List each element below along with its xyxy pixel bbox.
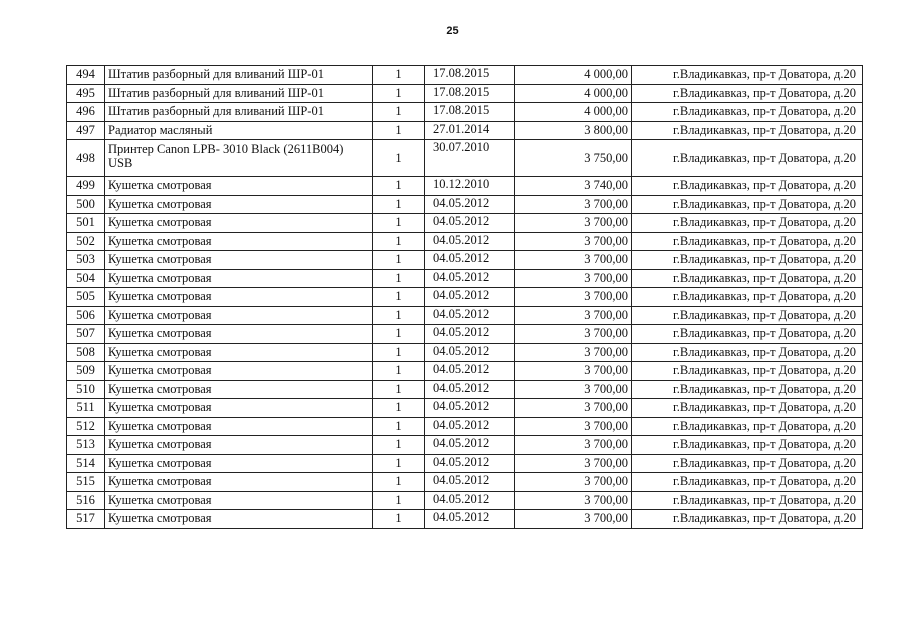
table-row — [67, 510, 863, 529]
table-row — [67, 140, 863, 177]
address-cell: г.Владикавказ, пр-т Доватора, д.20 — [632, 399, 863, 418]
table-row — [67, 306, 863, 325]
table-row — [67, 103, 863, 122]
table-row — [67, 362, 863, 381]
row-number-cell: 502 — [67, 232, 105, 251]
item-name-cell: Кушетка смотровая — [105, 232, 373, 251]
row-number-cell: 517 — [67, 510, 105, 529]
row-number-cell: 498 — [67, 140, 105, 177]
price-cell: 3 700,00 — [515, 417, 632, 436]
quantity-cell: 1 — [373, 288, 425, 307]
table-row — [67, 177, 863, 196]
date-cell: 04.05.2012 — [425, 343, 515, 362]
address-cell: г.Владикавказ, пр-т Доватора, д.20 — [632, 306, 863, 325]
item-name-cell: Кушетка смотровая — [105, 436, 373, 455]
row-number-cell: 510 — [67, 380, 105, 399]
item-name-cell: Кушетка смотровая — [105, 362, 373, 381]
date-cell: 04.05.2012 — [425, 325, 515, 344]
row-number-cell: 511 — [67, 399, 105, 418]
price-cell: 3 700,00 — [515, 380, 632, 399]
row-number-cell: 514 — [67, 454, 105, 473]
date-cell: 04.05.2012 — [425, 362, 515, 381]
date-cell: 04.05.2012 — [425, 417, 515, 436]
row-number-cell: 516 — [67, 491, 105, 510]
address-cell: г.Владикавказ, пр-т Доватора, д.20 — [632, 343, 863, 362]
item-name-cell: Кушетка смотровая — [105, 214, 373, 233]
price-cell: 3 700,00 — [515, 454, 632, 473]
date-cell: 04.05.2012 — [425, 454, 515, 473]
price-cell: 3 700,00 — [515, 473, 632, 492]
row-number-cell: 500 — [67, 195, 105, 214]
price-cell: 3 700,00 — [515, 510, 632, 529]
address-cell: г.Владикавказ, пр-т Доватора, д.20 — [632, 417, 863, 436]
price-cell: 4 000,00 — [515, 84, 632, 103]
table-row — [67, 325, 863, 344]
table-row — [67, 473, 863, 492]
quantity-cell: 1 — [373, 454, 425, 473]
row-number-cell: 496 — [67, 103, 105, 122]
item-name-cell: Кушетка смотровая — [105, 269, 373, 288]
date-cell: 04.05.2012 — [425, 251, 515, 270]
date-cell: 04.05.2012 — [425, 306, 515, 325]
row-number-cell: 506 — [67, 306, 105, 325]
price-cell: 3 700,00 — [515, 288, 632, 307]
price-cell: 3 700,00 — [515, 195, 632, 214]
address-cell: г.Владикавказ, пр-т Доватора, д.20 — [632, 269, 863, 288]
row-number-cell: 512 — [67, 417, 105, 436]
quantity-cell: 1 — [373, 436, 425, 455]
quantity-cell: 1 — [373, 251, 425, 270]
address-cell: г.Владикавказ, пр-т Доватора, д.20 — [632, 177, 863, 196]
item-name-cell: Кушетка смотровая — [105, 510, 373, 529]
item-name-cell: Кушетка смотровая — [105, 325, 373, 344]
table-row — [67, 491, 863, 510]
address-cell: г.Владикавказ, пр-т Доватора, д.20 — [632, 195, 863, 214]
date-cell: 17.08.2015 — [425, 66, 515, 85]
address-cell: г.Владикавказ, пр-т Доватора, д.20 — [632, 84, 863, 103]
item-name-cell: Кушетка смотровая — [105, 288, 373, 307]
date-cell: 04.05.2012 — [425, 380, 515, 399]
address-cell: г.Владикавказ, пр-т Доватора, д.20 — [632, 251, 863, 270]
address-cell: г.Владикавказ, пр-т Доватора, д.20 — [632, 288, 863, 307]
date-cell: 17.08.2015 — [425, 103, 515, 122]
date-cell: 27.01.2014 — [425, 121, 515, 140]
item-name-cell: Штатив разборный для вливаний ШР-01 — [105, 103, 373, 122]
quantity-cell: 1 — [373, 103, 425, 122]
address-cell: г.Владикавказ, пр-т Доватора, д.20 — [632, 454, 863, 473]
row-number-cell: 494 — [67, 66, 105, 85]
table-row — [67, 288, 863, 307]
quantity-cell: 1 — [373, 66, 425, 85]
price-cell: 3 750,00 — [515, 140, 632, 177]
address-cell: г.Владикавказ, пр-т Доватора, д.20 — [632, 121, 863, 140]
item-name-cell: Штатив разборный для вливаний ШР-01 — [105, 66, 373, 85]
date-cell: 17.08.2015 — [425, 84, 515, 103]
price-cell: 3 700,00 — [515, 325, 632, 344]
quantity-cell: 1 — [373, 380, 425, 399]
date-cell: 30.07.2010 — [425, 140, 515, 177]
price-cell: 3 700,00 — [515, 232, 632, 251]
date-cell: 04.05.2012 — [425, 399, 515, 418]
table-row — [67, 269, 863, 288]
price-cell: 4 000,00 — [515, 103, 632, 122]
quantity-cell: 1 — [373, 399, 425, 418]
row-number-cell: 505 — [67, 288, 105, 307]
quantity-cell: 1 — [373, 325, 425, 344]
item-name-cell: Кушетка смотровая — [105, 491, 373, 510]
table-row — [67, 380, 863, 399]
item-name-cell: Кушетка смотровая — [105, 195, 373, 214]
address-cell: г.Владикавказ, пр-т Доватора, д.20 — [632, 473, 863, 492]
row-number-cell: 504 — [67, 269, 105, 288]
date-cell: 04.05.2012 — [425, 214, 515, 233]
table-row — [67, 195, 863, 214]
item-name-cell: Кушетка смотровая — [105, 417, 373, 436]
date-cell: 04.05.2012 — [425, 436, 515, 455]
address-cell: г.Владикавказ, пр-т Доватора, д.20 — [632, 140, 863, 177]
quantity-cell: 1 — [373, 306, 425, 325]
quantity-cell: 1 — [373, 417, 425, 436]
item-name-cell: Кушетка смотровая — [105, 454, 373, 473]
quantity-cell: 1 — [373, 362, 425, 381]
row-number-cell: 507 — [67, 325, 105, 344]
address-cell: г.Владикавказ, пр-т Доватора, д.20 — [632, 66, 863, 85]
date-cell: 04.05.2012 — [425, 232, 515, 251]
quantity-cell: 1 — [373, 510, 425, 529]
quantity-cell: 1 — [373, 121, 425, 140]
item-name-cell: Кушетка смотровая — [105, 380, 373, 399]
date-cell: 04.05.2012 — [425, 288, 515, 307]
price-cell: 4 000,00 — [515, 66, 632, 85]
table-row — [67, 399, 863, 418]
price-cell: 3 700,00 — [515, 362, 632, 381]
item-name-cell: Кушетка смотровая — [105, 473, 373, 492]
address-cell: г.Владикавказ, пр-т Доватора, д.20 — [632, 491, 863, 510]
price-cell: 3 700,00 — [515, 491, 632, 510]
address-cell: г.Владикавказ, пр-т Доватора, д.20 — [632, 380, 863, 399]
address-cell: г.Владикавказ, пр-т Доватора, д.20 — [632, 510, 863, 529]
quantity-cell: 1 — [373, 195, 425, 214]
price-cell: 3 700,00 — [515, 436, 632, 455]
row-number-cell: 503 — [67, 251, 105, 270]
price-cell: 3 700,00 — [515, 306, 632, 325]
quantity-cell: 1 — [373, 343, 425, 362]
row-number-cell: 499 — [67, 177, 105, 196]
item-name-cell: Кушетка смотровая — [105, 399, 373, 418]
table-row — [67, 251, 863, 270]
price-cell: 3 800,00 — [515, 121, 632, 140]
table-body — [67, 66, 863, 529]
table-row — [67, 84, 863, 103]
price-cell: 3 700,00 — [515, 214, 632, 233]
quantity-cell: 1 — [373, 214, 425, 233]
price-cell: 3 740,00 — [515, 177, 632, 196]
table-row — [67, 343, 863, 362]
date-cell: 04.05.2012 — [425, 510, 515, 529]
item-name-cell: Кушетка смотровая — [105, 343, 373, 362]
price-cell: 3 700,00 — [515, 343, 632, 362]
table-row — [67, 232, 863, 251]
item-name-cell: Принтер Canon LPB- 3010 Black (2611B004) USB — [105, 140, 373, 177]
table-row — [67, 436, 863, 455]
address-cell: г.Владикавказ, пр-т Доватора, д.20 — [632, 362, 863, 381]
table-row — [67, 121, 863, 140]
quantity-cell: 1 — [373, 491, 425, 510]
price-cell: 3 700,00 — [515, 251, 632, 270]
row-number-cell: 508 — [67, 343, 105, 362]
item-name-cell: Радиатор масляный — [105, 121, 373, 140]
quantity-cell: 1 — [373, 269, 425, 288]
date-cell: 10.12.2010 — [425, 177, 515, 196]
row-number-cell: 509 — [67, 362, 105, 381]
item-name-cell: Кушетка смотровая — [105, 177, 373, 196]
table-row — [67, 214, 863, 233]
address-cell: г.Владикавказ, пр-т Доватора, д.20 — [632, 436, 863, 455]
row-number-cell: 495 — [67, 84, 105, 103]
date-cell: 04.05.2012 — [425, 195, 515, 214]
page-number: 25 — [446, 25, 459, 37]
item-name-cell: Кушетка смотровая — [105, 306, 373, 325]
item-name-cell: Штатив разборный для вливаний ШР-01 — [105, 84, 373, 103]
table-row — [67, 66, 863, 85]
row-number-cell: 513 — [67, 436, 105, 455]
price-cell: 3 700,00 — [515, 399, 632, 418]
address-cell: г.Владикавказ, пр-т Доватора, д.20 — [632, 214, 863, 233]
quantity-cell: 1 — [373, 140, 425, 177]
quantity-cell: 1 — [373, 473, 425, 492]
address-cell: г.Владикавказ, пр-т Доватора, д.20 — [632, 103, 863, 122]
date-cell: 04.05.2012 — [425, 269, 515, 288]
price-cell: 3 700,00 — [515, 269, 632, 288]
row-number-cell: 497 — [67, 121, 105, 140]
table-row — [67, 454, 863, 473]
table-row — [67, 417, 863, 436]
row-number-cell: 515 — [67, 473, 105, 492]
quantity-cell: 1 — [373, 232, 425, 251]
quantity-cell: 1 — [373, 177, 425, 196]
quantity-cell: 1 — [373, 84, 425, 103]
row-number-cell: 501 — [67, 214, 105, 233]
inventory-table — [66, 65, 863, 529]
date-cell: 04.05.2012 — [425, 491, 515, 510]
address-cell: г.Владикавказ, пр-т Доватора, д.20 — [632, 325, 863, 344]
item-name-cell: Кушетка смотровая — [105, 251, 373, 270]
date-cell: 04.05.2012 — [425, 473, 515, 492]
address-cell: г.Владикавказ, пр-т Доватора, д.20 — [632, 232, 863, 251]
